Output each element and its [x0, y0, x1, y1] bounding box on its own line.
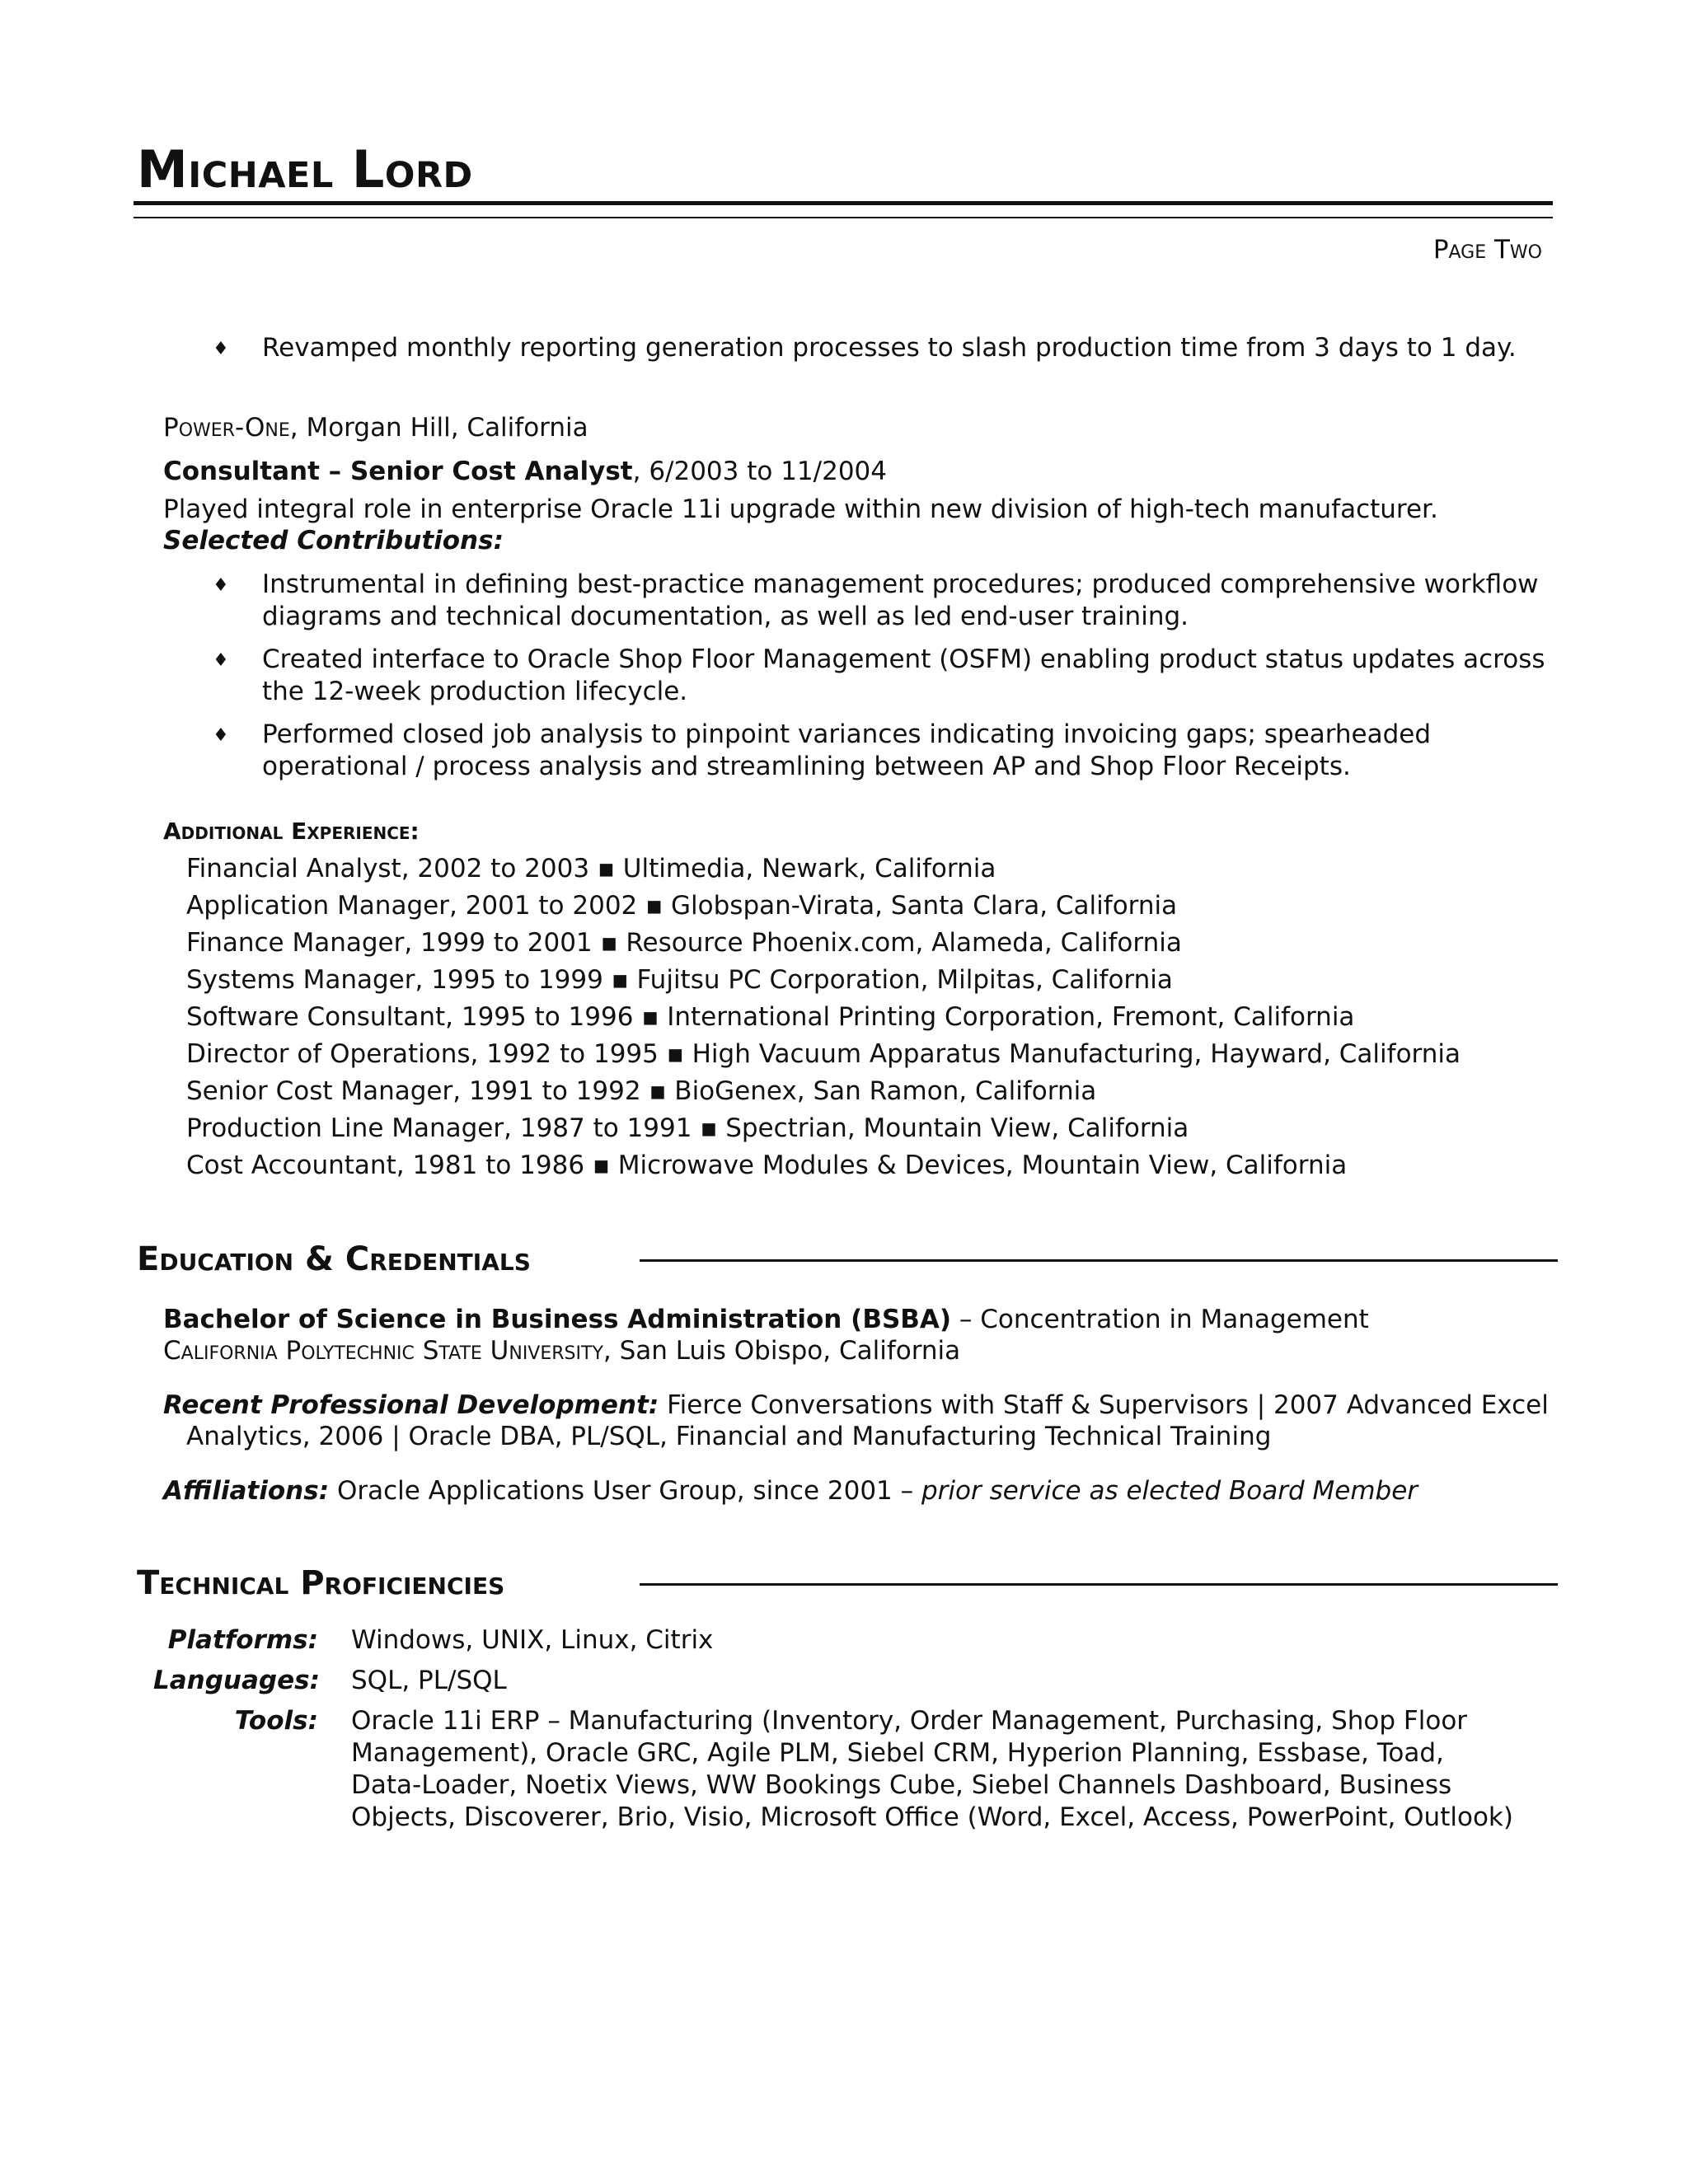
- degree-line: [163, 1304, 1369, 1335]
- company: Spectrian, Mountain View, California: [725, 1113, 1189, 1143]
- languages-value: SQL, PL/SQL: [351, 1666, 507, 1695]
- education-section-title: Education & Credentials: [137, 1240, 531, 1278]
- square-bullet-icon: ▪: [641, 1002, 659, 1032]
- additional-experience-item: [186, 1150, 1347, 1181]
- role: Software Consultant, 1995 to 1996: [186, 1002, 634, 1032]
- job-title: Consultant – Senior Cost Analyst: [163, 457, 633, 486]
- contribution-bullet: Performed closed job analysis to pinpoint variances indicating invoicing gaps; spearheaded operational / process analysis and streamlining between AP and Shop Floor Receipts.: [262, 719, 1432, 781]
- role: Director of Operations, 1992 to 1995: [186, 1039, 659, 1069]
- additional-experience-item: [186, 853, 996, 884]
- role: Systems Manager, 1995 to 1999: [186, 965, 603, 995]
- job-summary: [163, 494, 1556, 556]
- square-bullet-icon: ▪: [600, 928, 618, 958]
- school-line: [163, 1335, 960, 1366]
- concentration: – Concentration in Management: [951, 1305, 1369, 1334]
- square-bullet-icon: ▪: [611, 965, 629, 995]
- job-summary-text: Played integral role in enterprise Oracle 11i upgrade within new division of high-tech manufacturer.: [163, 494, 1438, 524]
- professional-development-label: Recent Professional Development:: [163, 1390, 659, 1420]
- platforms-label: Platforms:: [167, 1625, 318, 1655]
- role: Cost Accountant, 1981 to 1986: [186, 1151, 585, 1180]
- affiliations-text: Oracle Applications User Group, since 2001 –: [329, 1476, 921, 1506]
- company: Resource Phoenix.com, Alameda, California: [626, 928, 1182, 958]
- additional-experience-item: [186, 1113, 1189, 1144]
- contribution-bullet: Created interface to Oracle Shop Floor Management (OSFM) enabling product status updates across the 12-week production lifecycle.: [262, 644, 1545, 706]
- platforms-value: Windows, UNIX, Linux, Citrix: [351, 1625, 714, 1655]
- additional-experience-item: [186, 964, 1173, 996]
- languages-label: Languages:: [153, 1666, 320, 1695]
- school-location: , San Luis Obispo, California: [603, 1336, 961, 1366]
- degree: Bachelor of Science in Business Administration (BSBA): [163, 1305, 952, 1334]
- education-section-rule: [640, 1259, 1558, 1262]
- affiliations-label: Affiliations:: [163, 1476, 330, 1506]
- company-location: , Morgan Hill, California: [289, 413, 588, 443]
- company: Microwave Modules & Devices, Mountain View, California: [617, 1151, 1348, 1180]
- affiliations-note: prior service as elected Board Member: [921, 1476, 1418, 1506]
- company: Fujitsu PC Corporation, Milpitas, California: [636, 965, 1173, 995]
- diamond-bullet-icon: ♦: [213, 339, 229, 359]
- carryover-bullet-text: Revamped monthly reporting generation processes to slash production time from 3 days to 1 day.: [262, 333, 1517, 363]
- additional-experience-title: Additional Experience:: [163, 818, 420, 845]
- school-name: California Polytechnic State University: [163, 1336, 603, 1366]
- square-bullet-icon: ▪: [649, 1076, 667, 1106]
- technical-section-title: Technical Proficiencies: [137, 1564, 505, 1602]
- tools-value: Oracle 11i ERP – Manufacturing (Inventory, Order Management, Purchasing, Shop Floor Management), Oracle GRC, Agile PLM, Siebel CRM, Hyperion Planning, Essbase, Toad, Data-Loader, Noetix Views, WW Bookings Cube, Siebel Channels Dashboard, Business Objects, Discoverer, Brio, Visio, Microsoft Office (Word, Excel, Access, PowerPoint, Outlook): [351, 1706, 1513, 1832]
- additional-experience-item: [186, 1038, 1461, 1070]
- additional-experience-item: [186, 1076, 1096, 1107]
- role: Application Manager, 2001 to 2002: [186, 891, 638, 921]
- company-line: [163, 412, 588, 443]
- company: International Printing Corporation, Fremont, California: [667, 1002, 1355, 1032]
- square-bullet-icon: ▪: [700, 1113, 718, 1143]
- additional-experience-item: [186, 890, 1177, 921]
- square-bullet-icon: ▪: [592, 1151, 610, 1180]
- company-name: Power-One: [163, 413, 290, 443]
- diamond-bullet-icon: ♦: [213, 575, 229, 596]
- professional-development-line: [163, 1390, 1549, 1421]
- square-bullet-icon: ▪: [597, 854, 615, 883]
- contribution-bullet: Instrumental in defining best-practice management procedures; produced comprehensive workflow diagrams and technical documentation, as well as led end-user training.: [262, 569, 1539, 631]
- company: Globspan-Virata, Santa Clara, California: [671, 891, 1178, 921]
- header-rule-thick: [134, 201, 1553, 205]
- company: BioGenex, San Ramon, California: [674, 1076, 1097, 1106]
- role: Finance Manager, 1999 to 2001: [186, 928, 593, 958]
- company: Ultimedia, Newark, California: [622, 854, 996, 883]
- company: High Vacuum Apparatus Manufacturing, Hayward, California: [692, 1039, 1461, 1069]
- diamond-bullet-icon: ♦: [213, 650, 229, 671]
- tools-label: Tools:: [234, 1706, 318, 1736]
- professional-development-text: Fierce Conversations with Staff & Supervisors | 2007 Advanced Excel: [659, 1390, 1549, 1420]
- page-label: Page Two: [1432, 235, 1542, 265]
- additional-experience-item: [186, 1001, 1354, 1033]
- role: Production Line Manager, 1987 to 1991: [186, 1113, 692, 1143]
- diamond-bullet-icon: ♦: [213, 725, 229, 746]
- affiliations-line: [163, 1475, 1418, 1507]
- technical-section-rule: [640, 1583, 1558, 1586]
- additional-experience-item: [186, 927, 1182, 958]
- square-bullet-icon: ▪: [666, 1039, 684, 1069]
- candidate-name: Michael Lord: [137, 139, 473, 199]
- header-rule-thin: [134, 217, 1553, 218]
- job-dates: , 6/2003 to 11/2004: [632, 457, 887, 486]
- selected-contributions-label: Selected Contributions:: [163, 526, 504, 555]
- role: Senior Cost Manager, 1991 to 1992: [186, 1076, 641, 1106]
- role: Financial Analyst, 2002 to 2003: [186, 854, 590, 883]
- professional-development-line-2: Analytics, 2006 | Oracle DBA, PL/SQL, Financial and Manufacturing Technical Training: [186, 1422, 1272, 1451]
- square-bullet-icon: ▪: [645, 891, 663, 921]
- job-title-line: [163, 456, 887, 487]
